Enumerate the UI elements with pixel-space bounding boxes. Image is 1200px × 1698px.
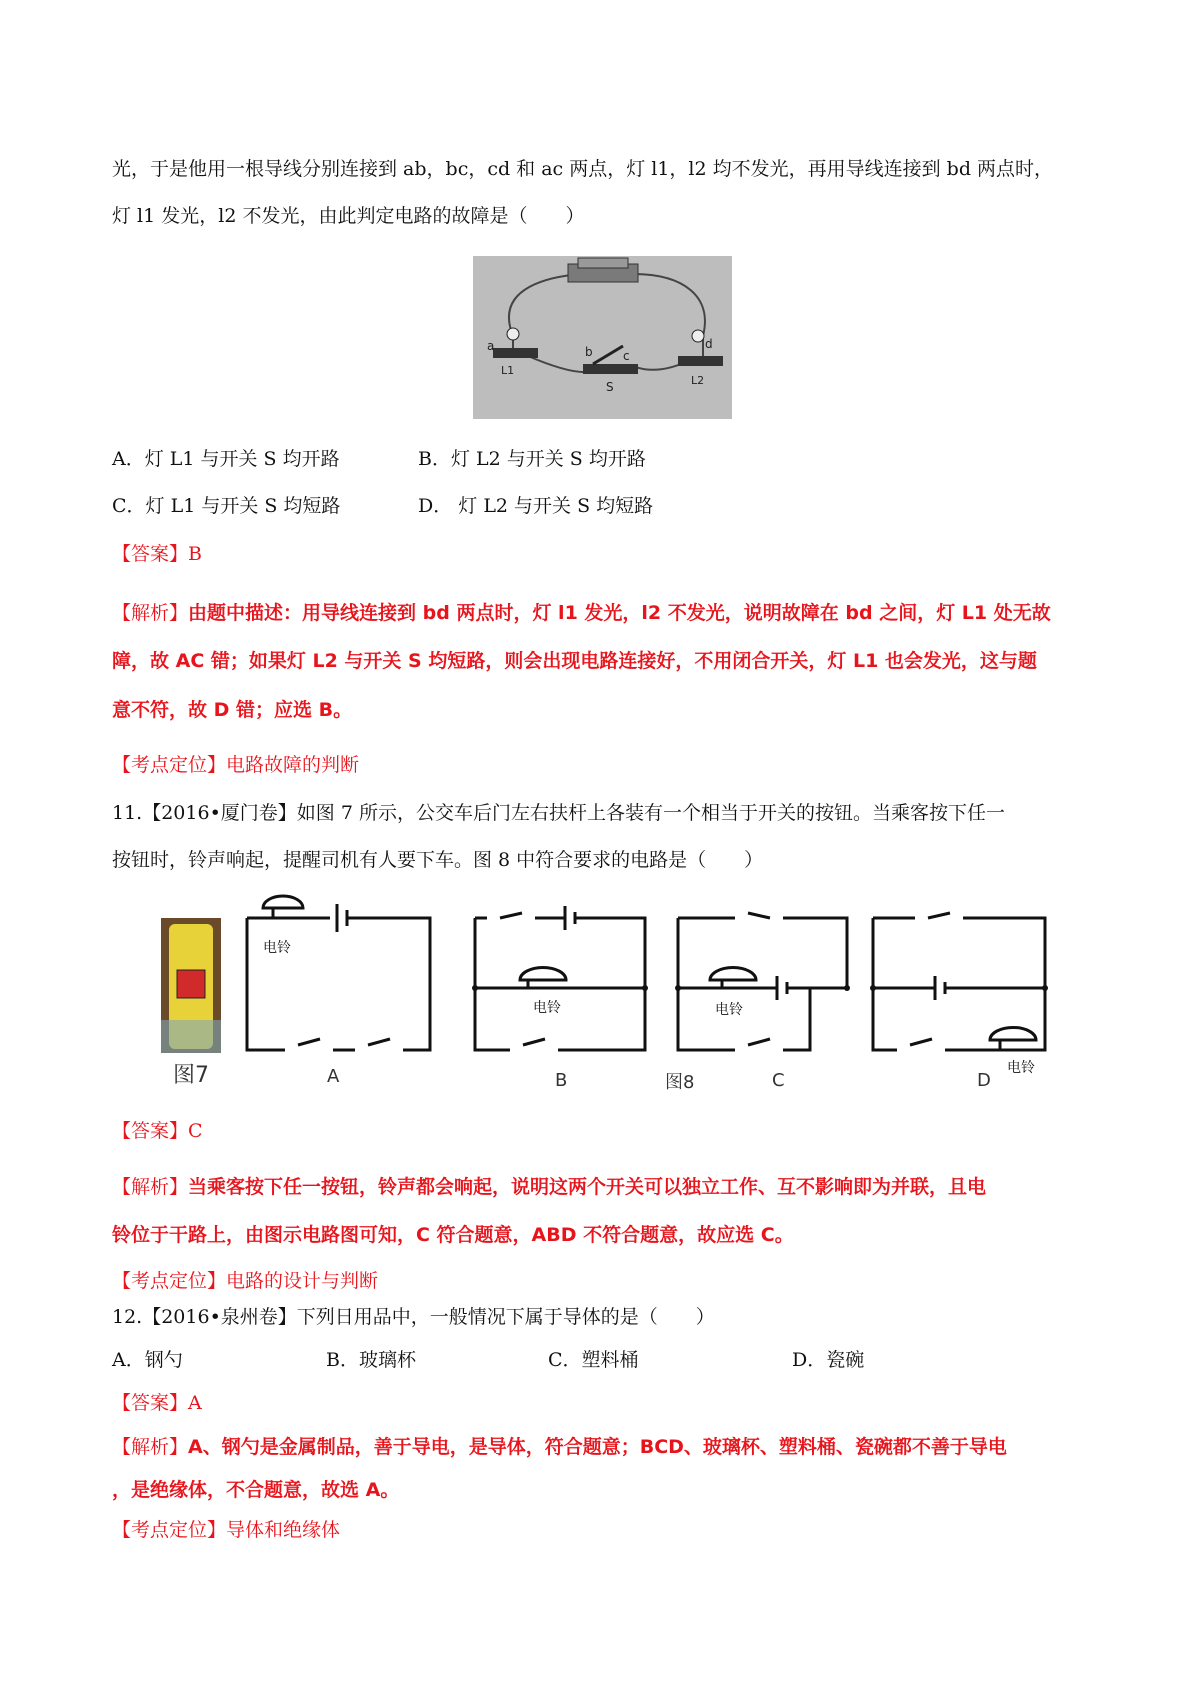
- q10-option-c: C．灯 L1 与开关 S 均短路: [112, 495, 341, 517]
- q10-point: [112, 752, 359, 778]
- analysis-text: A、钢勺是金属制品，善于导电，是导体，符合题意；BCD、玻璃杯、塑料桶、瓷碗都不善于导电: [188, 1436, 1007, 1458]
- bell-label-a: 电铃: [263, 940, 291, 956]
- q10-option-b: B．灯 L2 与开关 S 均开路: [418, 448, 646, 470]
- q12-analysis-line1: [112, 1434, 1007, 1460]
- q10-stem-line2: 灯 l1 发光，l2 不发光，由此判定电路的故障是（ ）: [112, 205, 585, 227]
- analysis-tag: 【解析】: [112, 1436, 189, 1458]
- point-tag: 【考点定位】: [112, 1270, 227, 1292]
- point-text: 电路的设计与判断: [226, 1270, 379, 1292]
- q12-option-d: D．瓷碗: [792, 1349, 865, 1371]
- q12-option-b: B．玻璃杯: [326, 1349, 416, 1371]
- circuit-label-c: C: [772, 1070, 785, 1090]
- label-b: b: [585, 345, 593, 359]
- point-text: 导体和绝缘体: [226, 1519, 341, 1541]
- circuit-label-b: B: [555, 1070, 568, 1090]
- q11-figures: [155, 890, 1095, 1090]
- circuit-label-d: D: [977, 1070, 991, 1090]
- q11-analysis-line2: 铃位于干路上，由图示电路图可知，C 符合题意，ABD 不符合题意，故应选 C。: [112, 1224, 794, 1246]
- point-tag: 【考点定位】: [112, 754, 227, 776]
- answer-tag: 【答案】: [112, 1392, 189, 1414]
- bell-label-c: 电铃: [715, 1002, 743, 1018]
- answer-tag: 【答案】: [112, 1120, 189, 1142]
- q11-analysis-line1: [112, 1174, 986, 1200]
- bell-label-b: 电铃: [533, 1000, 561, 1016]
- label-l2: L2: [691, 374, 705, 387]
- answer-tag: 【答案】: [112, 543, 189, 565]
- q10-analysis-line3: 意不符，故 D 错；应选 B。: [112, 699, 353, 721]
- circuit-label-a: A: [327, 1066, 340, 1087]
- q11-answer: [112, 1118, 203, 1144]
- q11-stem-line1: 11.【2016•厦门卷】如图 7 所示，公交车后门左右扶杆上各装有一个相当于开关的按钮。当乘客按下任一: [112, 802, 1005, 824]
- label-c: c: [623, 349, 630, 363]
- point-text: 电路故障的判断: [226, 754, 360, 776]
- analysis-text: 当乘客按下任一按钮，铃声都会响起，说明这两个开关可以独立工作、互不影响即为并联，且电: [188, 1176, 987, 1198]
- label-d: d: [705, 337, 713, 351]
- q10-analysis-line2: 障，故 AC 错；如果灯 L2 与开关 S 均短路，则会出现电路连接好，不用闭合开关，灯 L1 也会发光，这与题: [112, 650, 1037, 672]
- answer-value: C: [188, 1120, 203, 1142]
- answer-value: B: [188, 543, 202, 565]
- label-a: a: [487, 339, 495, 353]
- fig8-label: 图8: [665, 1072, 695, 1090]
- bell-label-d: 电铃: [1007, 1060, 1035, 1076]
- point-tag: 【考点定位】: [112, 1519, 227, 1541]
- label-l1: L1: [501, 364, 515, 377]
- answer-value: A: [188, 1392, 202, 1414]
- fig7-photo: [161, 918, 221, 1053]
- q10-analysis-line1: [112, 600, 1051, 626]
- q12-analysis-line2: ，是绝缘体，不合题意，故选 A。: [112, 1479, 400, 1501]
- q10-answer: [112, 541, 202, 567]
- fig7-label: 图7: [173, 1063, 209, 1088]
- q11-point: [112, 1268, 378, 1294]
- q10-circuit-photo: [473, 256, 732, 419]
- label-s: S: [606, 380, 614, 394]
- q12-option-c: C．塑料桶: [548, 1349, 639, 1371]
- q10-option-a: A．灯 L1 与开关 S 均开路: [112, 448, 340, 470]
- q12-answer: [112, 1390, 202, 1416]
- q12-stem: 12.【2016•泉州卷】下列日用品中，一般情况下属于导体的是（ ）: [112, 1306, 715, 1328]
- q10-stem-line1: 光，于是他用一根导线分别连接到 ab，bc，cd 和 ac 两点，灯 l1，l2 均不发光，再用导线连接到 bd 两点时，: [112, 158, 1054, 180]
- q12-option-a: A．钢勺: [112, 1349, 183, 1371]
- q10-option-d: D． 灯 L2 与开关 S 均短路: [418, 495, 654, 517]
- q11-stem-line2: 按钮时，铃声响起，提醒司机有人要下车。图 8 中符合要求的电路是（ ）: [112, 849, 764, 871]
- analysis-text: 由题中描述：用导线连接到 bd 两点时，灯 l1 发光，l2 不发光，说明故障在 bd 之间，灯 L1 处无故: [188, 602, 1051, 624]
- analysis-tag: 【解析】: [112, 1176, 189, 1198]
- analysis-tag: 【解析】: [112, 602, 189, 624]
- q12-point: [112, 1517, 340, 1543]
